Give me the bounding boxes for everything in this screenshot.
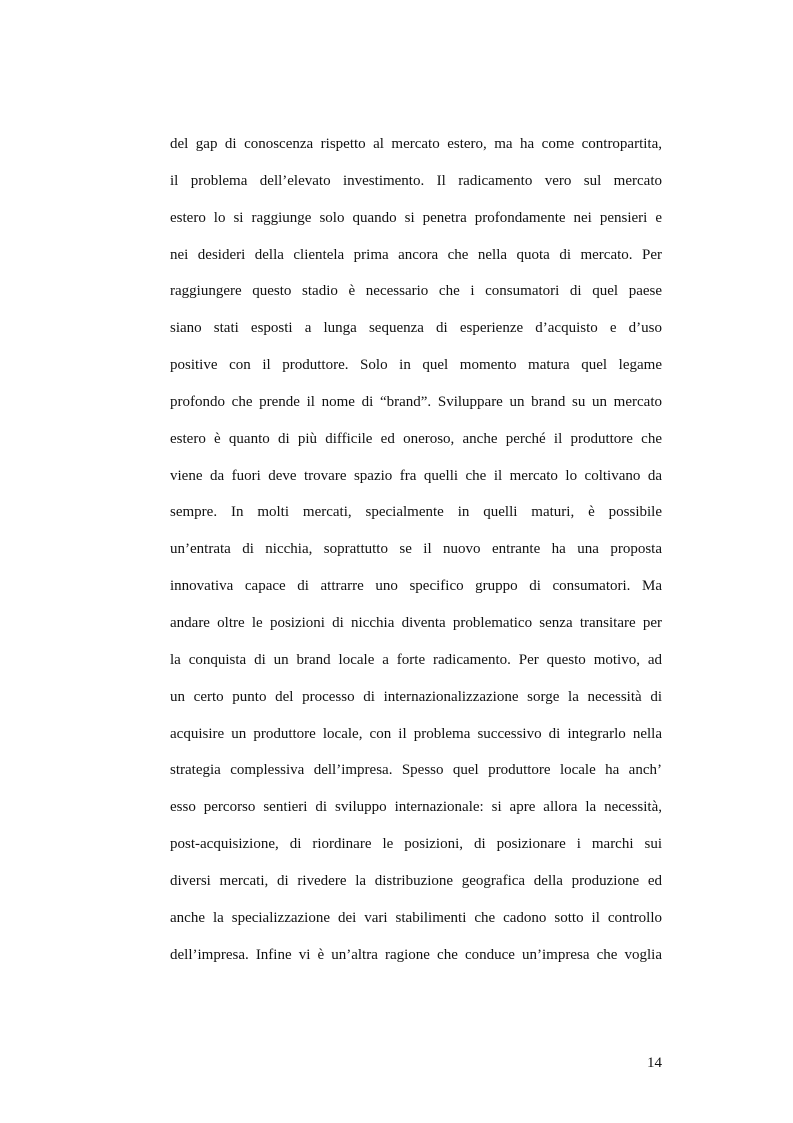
paragraph-line: del gap di conoscenza rispetto al mercato estero, ma ha come contropartita, (170, 136, 662, 152)
paragraph-line: un’entrata di nicchia, soprattutto se il nuovo entrante ha una proposta (170, 541, 662, 558)
page-number: 14 (647, 1055, 662, 1071)
paragraph-line: siano stati esposti a lunga sequenza di esperienze d’acquisto e d’uso (170, 320, 662, 337)
paragraph-line: strategia complessiva dell’impresa. Spesso quel produttore locale ha anch’ (170, 762, 662, 779)
paragraph-line: profondo che prende il nome di “brand”. Sviluppare un brand su un mercato (170, 393, 662, 410)
paragraph-line: andare oltre le posizioni di nicchia diventa problematico senza transitare per (170, 614, 662, 631)
paragraph-line: estero è quanto di più difficile ed oneroso, anche perché il produttore che (170, 430, 662, 447)
paragraph-line: anche la specializzazione dei vari stabilimenti che cadono sotto il controllo (170, 909, 662, 926)
paragraph-line: il problema dell’elevato investimento. Il radicamento vero sul mercato (170, 172, 662, 189)
paragraph-line: un certo punto del processo di internazionalizzazione sorge la necessità di (170, 688, 662, 705)
paragraph-line: raggiungere questo stadio è necessario che i consumatori di quel paese (170, 283, 662, 300)
paragraph-line: dell’impresa. Infine vi è un’altra ragione che conduce un’impresa che voglia (170, 946, 662, 963)
paragraph-line: la conquista di un brand locale a forte radicamento. Per questo motivo, ad (170, 651, 662, 668)
paragraph-line: positive con il produttore. Solo in quel momento matura quel legame (170, 357, 662, 374)
paragraph-line: innovativa capace di attrarre uno specifico gruppo di consumatori. Ma (170, 578, 662, 595)
paragraph-line: viene da fuori deve trovare spazio fra quelli che il mercato lo coltivano da (170, 467, 662, 484)
body-paragraph (170, 126, 662, 973)
paragraph-line: nei desideri della clientela prima ancora che nella quota di mercato. Per (170, 246, 662, 263)
paragraph-line: post-acquisizione, di riordinare le posizioni, di posizionare i marchi sui (170, 836, 662, 853)
paragraph-line: diversi mercati, di rivedere la distribuzione geografica della produzione ed (170, 872, 662, 889)
paragraph-line: sempre. In molti mercati, specialmente in quelli maturi, è possibile (170, 504, 662, 521)
paragraph-line: estero lo si raggiunge solo quando si penetra profondamente nei pensieri e (170, 209, 662, 226)
paragraph-line: esso percorso sentieri di sviluppo internazionale: si apre allora la necessità, (170, 799, 662, 816)
paragraph-line: acquisire un produttore locale, con il problema successivo di integrarlo nella (170, 725, 662, 742)
